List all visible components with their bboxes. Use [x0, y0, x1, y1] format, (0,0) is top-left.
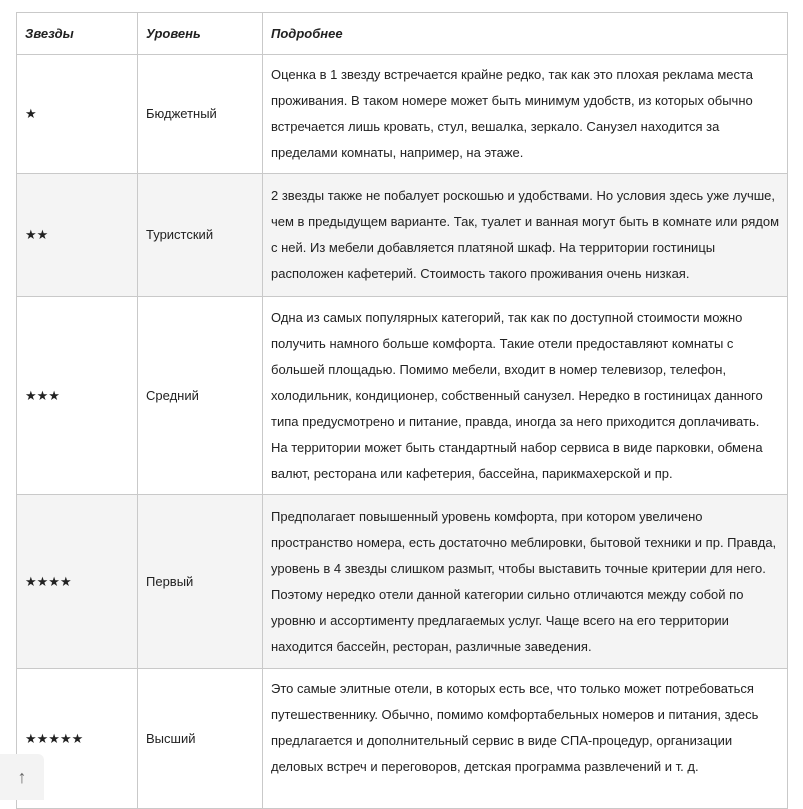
- header-details: Подробнее: [263, 13, 788, 55]
- table-row: [17, 174, 788, 297]
- back-to-top-button[interactable]: [0, 754, 44, 800]
- row-stars: ★★★: [17, 297, 138, 495]
- header-level: Уровень: [138, 13, 263, 55]
- table-row: [17, 297, 788, 495]
- row-level: Первый: [138, 495, 263, 669]
- row-details: 2 звезды также не побалует роскошью и удобствами. Но условия здесь уже лучше, чем в предыдущем варианте. Так, туалет и ванная могут быть в комнате или рядом с ней. Из мебели добавляется платяной шкаф. На территории гостиницы расположен кафетерий. Стоимость такого проживания очень низкая.: [263, 174, 788, 297]
- table-header-row: [17, 13, 788, 55]
- row-level: Бюджетный: [138, 55, 263, 174]
- arrow-up-icon: ↑: [17, 766, 27, 787]
- row-level: Высший: [138, 669, 263, 809]
- table-row: [17, 669, 788, 809]
- row-details: Одна из самых популярных категорий, так как по доступной стоимости можно получить намного больше комфорта. Такие отели предоставляют комнаты с большей площадью. Помимо мебели, входит в номер телевизор, телефон, холодильник, кондиционер, собственный санузел. Нередко в гостиницах данного типа предусмотрено и питание, правда, иногда за него приходится доплачивать. На территории может быть стандартный набор сервиса в виде парковки, обмена валют, ресторана или кафетерия, бассейна, парикмахерской и пр.: [263, 297, 788, 495]
- row-level: Средний: [138, 297, 263, 495]
- table-row: [17, 55, 788, 174]
- row-stars: ★: [17, 55, 138, 174]
- row-stars: ★★: [17, 174, 138, 297]
- row-stars: ★★★★: [17, 495, 138, 669]
- row-details: Оценка в 1 звезду встречается крайне редко, так как это плохая реклама места проживания. В таком номере может быть минимум удобств, из которых обычно встречается лишь кровать, стул, вешалка, зеркало. Санузел находится за пределами комнаты, например, на этаже.: [263, 55, 788, 174]
- row-details: Предполагает повышенный уровень комфорта, при котором увеличено пространство номера, есть достаточно меблировки, бытовой техники и пр. Правда, уровень в 4 звезды слишком размыт, чтобы выставить точные критерии для него. Поэтому нередко отели данной категории сильно отличаются между собой по уровню и ассортименту предлагаемых услуг. Чаще всего на его территории находится бассейн, ресторан, различные заведения.: [263, 495, 788, 669]
- row-stars: ★★★★★: [17, 669, 138, 809]
- header-stars: Звезды: [17, 13, 138, 55]
- row-details: Это самые элитные отели, в которых есть все, что только может потребоваться путешественнику. Обычно, помимо комфортабельных номеров и питания, здесь предлагается и дополнительный сервис в виде СПА-процедур, организации деловых встреч и переговоров, детская программа развлечений и т. д.: [263, 669, 788, 809]
- table-row: [17, 495, 788, 669]
- hotel-star-rating-table: [16, 12, 788, 809]
- row-level: Туристский: [138, 174, 263, 297]
